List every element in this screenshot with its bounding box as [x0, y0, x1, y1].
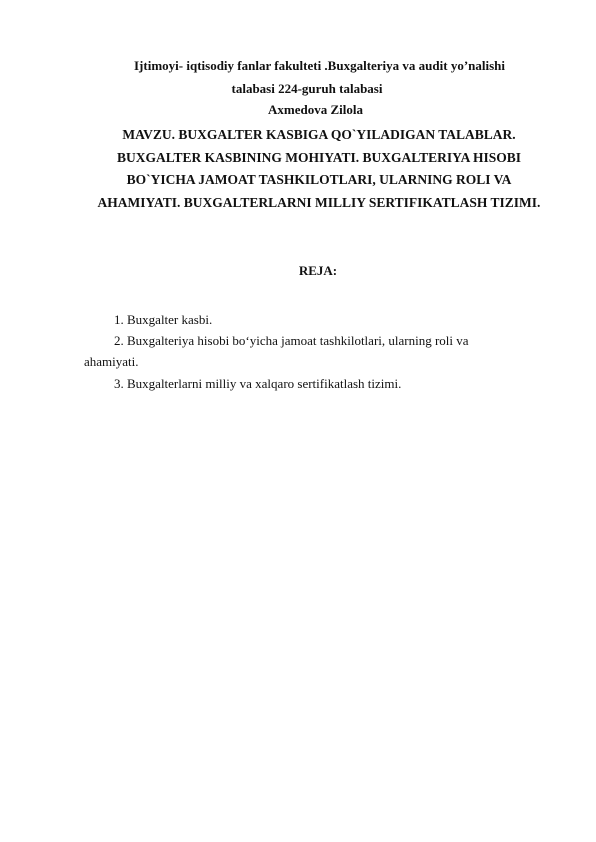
topic-line-4: AHAMIYATI. BUXGALTERLARNI MILLIY SERTIFIKATLASH TIZIMI. [97, 194, 541, 210]
plan-item-2-continued: ahamiyati. [84, 354, 139, 369]
topic-line-1: MAVZU. BUXGALTER KASBIGA QO`YILADIGAN TALABLAR. [122, 127, 516, 142]
group-line: talabasi 224-guruh talabasi [231, 81, 383, 96]
topic-title [84, 124, 554, 214]
plan-item-1: 1. Buxgalter kasbi. [114, 312, 213, 327]
plan-heading: REJA: [298, 263, 338, 278]
topic-line-3: BO`YICHA JAMOAT TASHKILOTLARI, ULARNING ROLI VA [126, 172, 512, 187]
author-name: Axmedova Zilola [268, 102, 363, 117]
plan-item-2: 2. Buxgalteriya hisobi bo‘yicha jamoat tashkilotlari, ularning roli va [114, 333, 469, 348]
plan-item-3: 3. Buxgalterlarni milliy va xalqaro sertifikatlash tizimi. [114, 376, 402, 391]
faculty-line: Ijtimoyi- iqtisodiy fanlar fakulteti .Buxgalteriya va audit yo’nalishi [134, 58, 506, 73]
topic-line-2: BUXGALTER KASBINING MOHIYATI. BUXGALTERIYA HISOBI [117, 149, 521, 165]
